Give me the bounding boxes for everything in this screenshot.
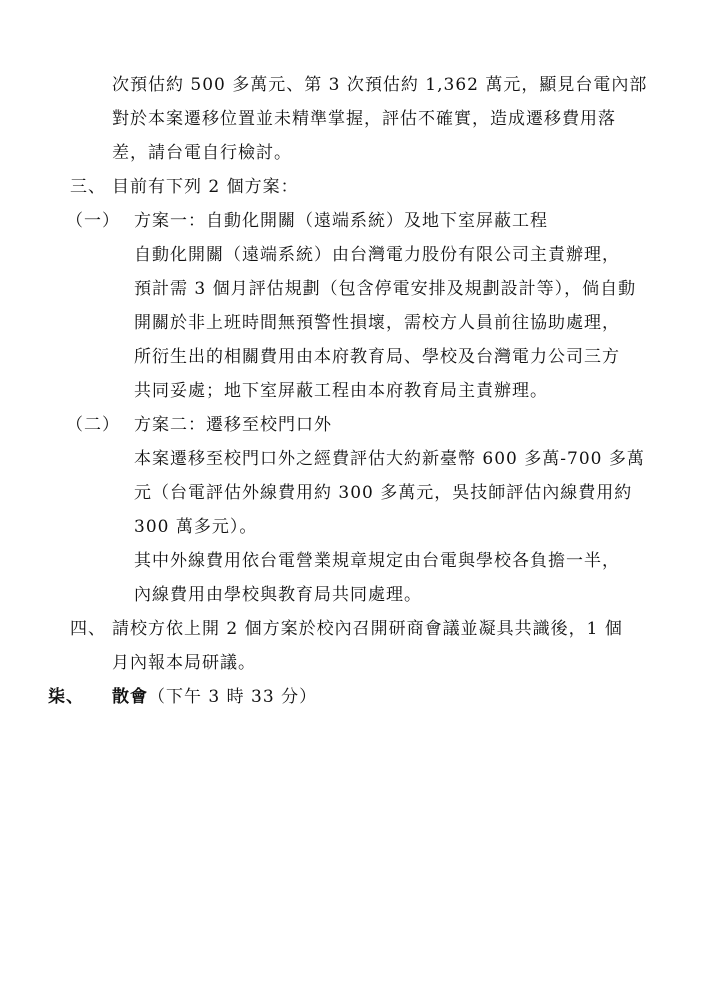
text-line: 次預估約 500 多萬元、第 3 次預估約 1,362 萬元，顯見台電內部 xyxy=(112,75,648,95)
text-line: 所衍生出的相關費用由本府教育局、學校及台灣電力公司三方 xyxy=(134,347,620,367)
text-line: 差，請台電自行檢討。 xyxy=(112,143,292,163)
text-line: 300 萬多元）。 xyxy=(134,517,258,537)
section-marker: 三、 xyxy=(70,177,106,197)
subsection-title: 方案二：遷移至校門口外 xyxy=(134,415,332,435)
closing-title: 散會 xyxy=(112,687,148,707)
text-line: 元（台電評估外線費用約 300 多萬元，吳技師評估內線費用約 xyxy=(134,483,633,503)
text-line: 本案遷移至校門口外之經費評估大約新臺幣 600 多萬-700 多萬 xyxy=(134,449,645,469)
text-line: 預計需 3 個月評估規劃（包含停電安排及規劃設計等），倘自動 xyxy=(134,279,637,299)
text-line: 自動化開關（遠端系統）由台灣電力股份有限公司主責辦理， xyxy=(134,245,620,265)
text-line: 開關於非上班時間無預警性損壞，需校方人員前往協助處理， xyxy=(134,313,620,333)
subsection-title: 方案一：自動化開關（遠端系統）及地下室屏蔽工程 xyxy=(134,211,548,231)
chapter-marker: 柒、 xyxy=(48,687,84,707)
text-line: 月內報本局研議。 xyxy=(112,653,256,673)
subsection-marker: （二） xyxy=(66,415,120,435)
subsection-marker: （一） xyxy=(66,211,120,231)
text-line: 其中外線費用依台電營業規章規定由台電與學校各負擔一半， xyxy=(134,551,620,571)
text-line: 請校方依上開 2 個方案於校內召開研商會議並凝具共識後，1 個 xyxy=(112,619,623,639)
text-line: 內線費用由學校與教育局共同處理。 xyxy=(134,585,422,605)
closing-time: （下午 3 時 33 分） xyxy=(148,687,318,707)
section-title: 目前有下列 2 個方案： xyxy=(112,177,299,197)
text-line: 對於本案遷移位置並未精準掌握，評估不確實，造成遷移費用落 xyxy=(112,109,616,129)
closing-line xyxy=(112,685,317,709)
text-line: 共同妥處；地下室屏蔽工程由本府教育局主責辦理。 xyxy=(134,381,548,401)
section-marker: 四、 xyxy=(70,619,106,639)
